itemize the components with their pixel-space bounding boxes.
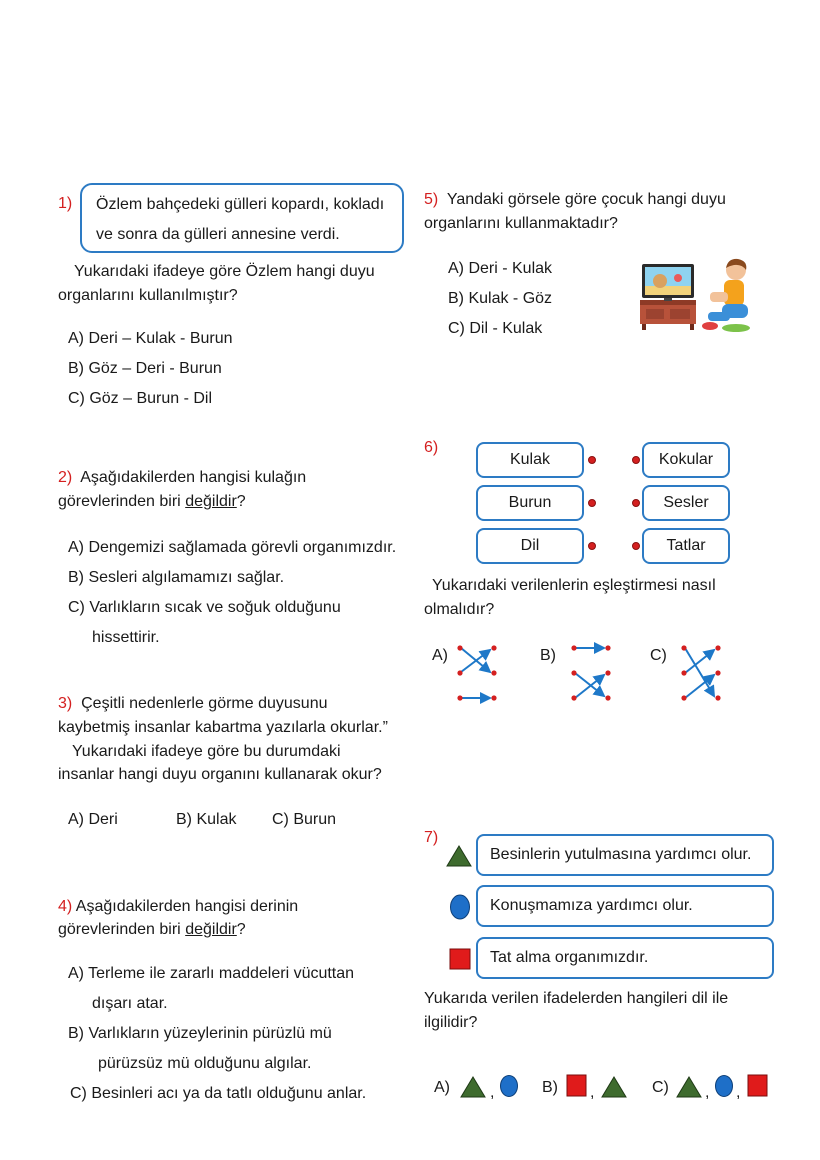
option-label[interactable]: B) [542, 1079, 558, 1096]
answer-option-continued: pürüzsüz mü olduğunu algılar. [98, 1055, 312, 1072]
svg-text:,: , [590, 1084, 595, 1100]
answer-option-continued: dışarı atar. [92, 995, 168, 1012]
match-dot [632, 542, 640, 550]
question-text [58, 490, 246, 514]
question-text: Yukarıdaki ifadeye göre Özlem hangi duyu [74, 263, 375, 280]
circle-icon [449, 894, 471, 920]
option-label[interactable]: C) [650, 647, 667, 664]
question-mark: ? [236, 921, 246, 938]
question-text: organlarını kullanmaktadır? [424, 215, 618, 232]
question-number: 5) [424, 191, 439, 208]
match-dot [632, 456, 640, 464]
match-left-item[interactable]: Dil [476, 528, 584, 564]
question-line: görevlerinden biri [58, 921, 186, 938]
matching-options-diagram [452, 640, 742, 708]
match-dot [632, 499, 640, 507]
answer-option[interactable]: A) Deri - Kulak [448, 260, 553, 277]
match-dot [588, 456, 596, 464]
answer-option[interactable]: B) Sesleri algılamamızı sağlar. [68, 569, 285, 586]
svg-text:,: , [705, 1084, 710, 1100]
statement-box: Besinlerin yutulmasına yardımcı olur. [476, 834, 774, 876]
circle-icon [716, 1076, 733, 1097]
match-left-item[interactable]: Kulak [476, 442, 584, 478]
svg-text:,: , [490, 1084, 495, 1099]
option-b-diagram[interactable] [571, 645, 610, 700]
answer-option[interactable]: B) Varlıkların yüzeylerinin pürüzlü mü [68, 1025, 332, 1042]
triangle-icon [446, 845, 472, 867]
answer-option[interactable]: A) Deri [68, 811, 118, 828]
question-text: Yukarıdaki verilenlerin eşleştirmesi nasıl [432, 577, 716, 594]
question-text [58, 692, 328, 716]
emphasis-word: değildir [185, 493, 237, 510]
answer-option[interactable]: C) Varlıkların sıcak ve soğuk olduğunu [68, 599, 341, 616]
question-line: Yandaki görsele göre çocuk hangi duyu [446, 191, 726, 208]
answer-option[interactable]: B) Kulak [176, 811, 237, 828]
option-b-shapes[interactable] [566, 1074, 630, 1100]
option-label[interactable]: A) [434, 1079, 450, 1096]
square-icon [748, 1075, 767, 1096]
option-a-shapes[interactable] [460, 1075, 522, 1099]
triangle-icon [677, 1077, 701, 1097]
emphasis-word: değildir [185, 921, 237, 938]
option-c-diagram[interactable] [681, 645, 720, 700]
match-dot [588, 542, 596, 550]
quote-line: Özlem bahçedeki gülleri kopardı, kokladı [96, 196, 385, 213]
match-right-item[interactable]: Sesler [642, 485, 730, 521]
answer-option[interactable]: C) Göz – Burun - Dil [68, 390, 213, 407]
match-right-item[interactable]: Tatlar [642, 528, 730, 564]
answer-option-continued: hissettirir. [92, 629, 160, 646]
question-text [58, 895, 298, 919]
question-number: 3) [58, 695, 73, 712]
answer-option[interactable]: B) Göz – Deri - Burun [68, 360, 222, 377]
question-text: insanlar hangi duyu organını kullanarak okur? [58, 766, 382, 783]
answer-option[interactable]: A) Terleme ile zararlı maddeleri vücuttan [68, 965, 355, 982]
question-text: Yukarıda verilen ifadelerden hangileri dil ile [424, 990, 729, 1007]
answer-option[interactable]: A) Deri – Kulak - Burun [68, 330, 233, 347]
option-a-diagram[interactable] [457, 645, 496, 700]
option-label[interactable]: C) [652, 1079, 669, 1096]
answer-option[interactable]: B) Kulak - Göz [448, 290, 553, 307]
question-text: kaybetmiş insanlar kabartma yazılarla okurlar.” [58, 719, 388, 736]
question-text: olmalıdır? [424, 601, 495, 618]
option-label[interactable]: B) [540, 647, 556, 664]
question-text [58, 918, 246, 942]
question-line: Aşağıdakilerden hangisi kulağın [80, 469, 307, 486]
square-icon [567, 1075, 586, 1096]
match-dot [588, 499, 596, 507]
question-number: 6) [424, 439, 439, 456]
circle-icon [501, 1076, 518, 1097]
question-text: Yukarıdaki ifadeye göre bu durumdaki [72, 743, 341, 760]
triangle-icon [602, 1077, 626, 1097]
triangle-icon [461, 1077, 485, 1097]
question-number: 1) [58, 195, 73, 212]
question-text: organlarını kullanılmıştır? [58, 287, 238, 304]
quote-box [80, 183, 404, 253]
svg-text:,: , [736, 1084, 741, 1100]
answer-option[interactable]: A) Dengemizi sağlamada görevli organımızdır. [68, 539, 397, 556]
question-text [58, 466, 306, 490]
question-text: ilgilidir? [424, 1014, 478, 1031]
square-icon [449, 948, 471, 970]
child-watching-tv-illustration [636, 256, 756, 336]
answer-option[interactable]: C) Burun [272, 811, 337, 828]
match-right-item[interactable]: Kokular [642, 442, 730, 478]
option-label[interactable]: A) [432, 647, 448, 664]
question-number: 2) [58, 469, 73, 486]
question-number: 4) [58, 898, 73, 915]
option-c-shapes[interactable] [676, 1074, 772, 1100]
statement-box: Konuşmamıza yardımcı olur. [476, 885, 774, 927]
statement-box: Tat alma organımızdır. [476, 937, 774, 979]
question-number: 7) [424, 829, 439, 846]
question-text [424, 188, 726, 212]
question-mark: ? [236, 493, 246, 510]
question-line: görevlerinden biri [58, 493, 186, 510]
question-line: Çeşitli nedenlerle görme duyusunu [81, 695, 328, 712]
quote-line: ve sonra da gülleri annesine verdi. [96, 226, 340, 243]
question-line: Aşağıdakilerden hangisi derinin [75, 898, 299, 915]
answer-option[interactable]: C) Dil - Kulak [448, 320, 543, 337]
match-left-item[interactable]: Burun [476, 485, 584, 521]
answer-option[interactable]: C) Besinleri acı ya da tatlı olduğunu anlar. [70, 1085, 367, 1102]
